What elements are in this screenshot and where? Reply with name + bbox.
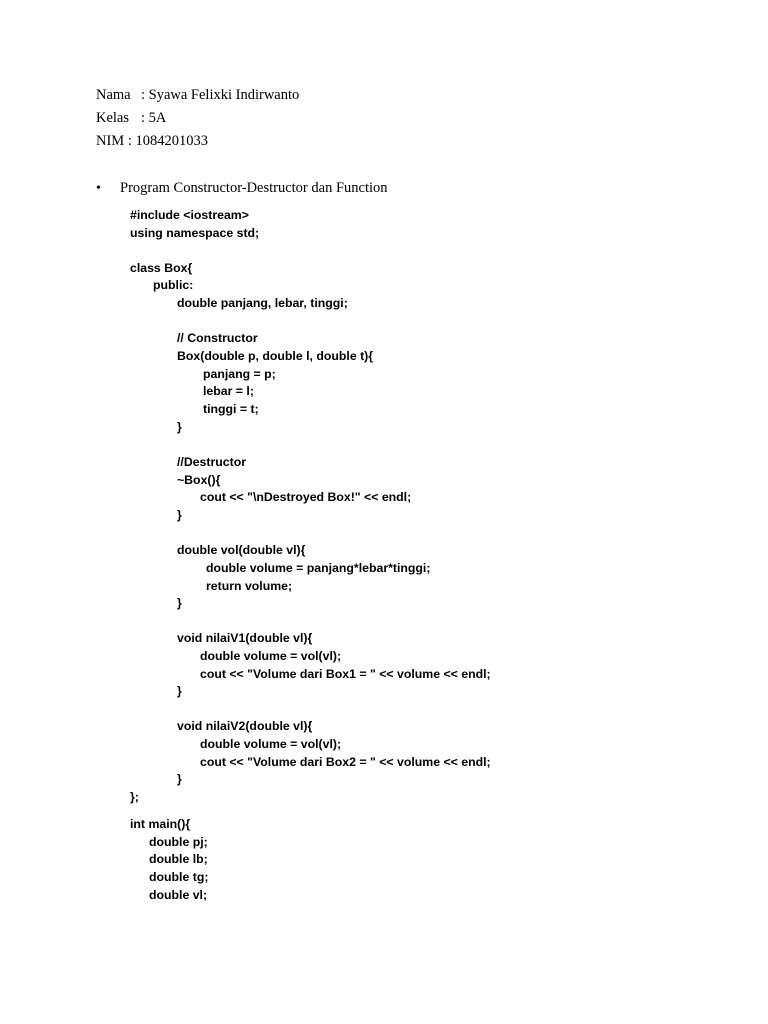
bullet-icon: •: [96, 181, 101, 196]
code-line: #include <iostream>: [130, 208, 249, 222]
code-line: double tg;: [149, 870, 209, 884]
code-line: }: [177, 684, 182, 698]
code-line: cout << "\nDestroyed Box!" << endl;: [200, 490, 412, 504]
code-line: double volume = panjang*lebar*tinggi;: [206, 561, 431, 575]
code-line: using namespace std;: [130, 226, 260, 240]
section-title: Program Constructor-Destructor dan Function: [120, 180, 388, 196]
code-line: double volume = vol(vl);: [200, 649, 342, 663]
code-comment: // Constructor: [177, 331, 258, 345]
code-line: cout << "Volume dari Box1 = " << volume << endl;: [200, 667, 491, 681]
code-line: cout << "Volume dari Box2 = " << volume << endl;: [200, 755, 491, 769]
code-line: ~Box(){: [177, 473, 221, 487]
code-line: void nilaiV1(double vl){: [177, 631, 313, 645]
code-comment: //Destructor: [177, 455, 247, 469]
code-line: return volume;: [206, 579, 293, 593]
code-line: }: [177, 772, 182, 786]
code-line: lebar = l;: [203, 384, 254, 398]
code-line: panjang = p;: [203, 367, 276, 381]
kelas-label: Kelas: [96, 110, 130, 126]
code-line: }: [177, 420, 182, 434]
code-line: double pj;: [149, 835, 208, 849]
code-line: double volume = vol(vl);: [200, 737, 342, 751]
code-line: class Box{: [130, 261, 193, 275]
code-line: }: [177, 596, 182, 610]
code-line: Box(double p, double l, double t){: [177, 349, 374, 363]
kelas-value: : 5A: [141, 110, 167, 126]
code-line: };: [130, 790, 139, 804]
nama-label: Nama: [96, 87, 131, 103]
nim-text: NIM : 1084201033: [96, 133, 208, 149]
code-line: double panjang, lebar, tinggi;: [177, 296, 348, 310]
code-line: double lb;: [149, 852, 208, 866]
code-line: tinggi = t;: [203, 402, 259, 416]
code-line: double vol(double vl){: [177, 543, 306, 557]
code-line: public:: [153, 278, 194, 292]
code-line: int main(){: [130, 817, 191, 831]
code-line: void nilaiV2(double vl){: [177, 719, 313, 733]
code-line: double vl;: [149, 888, 208, 902]
code-line: }: [177, 508, 182, 522]
nama-value: : Syawa Felixki Indirwanto: [141, 87, 300, 103]
